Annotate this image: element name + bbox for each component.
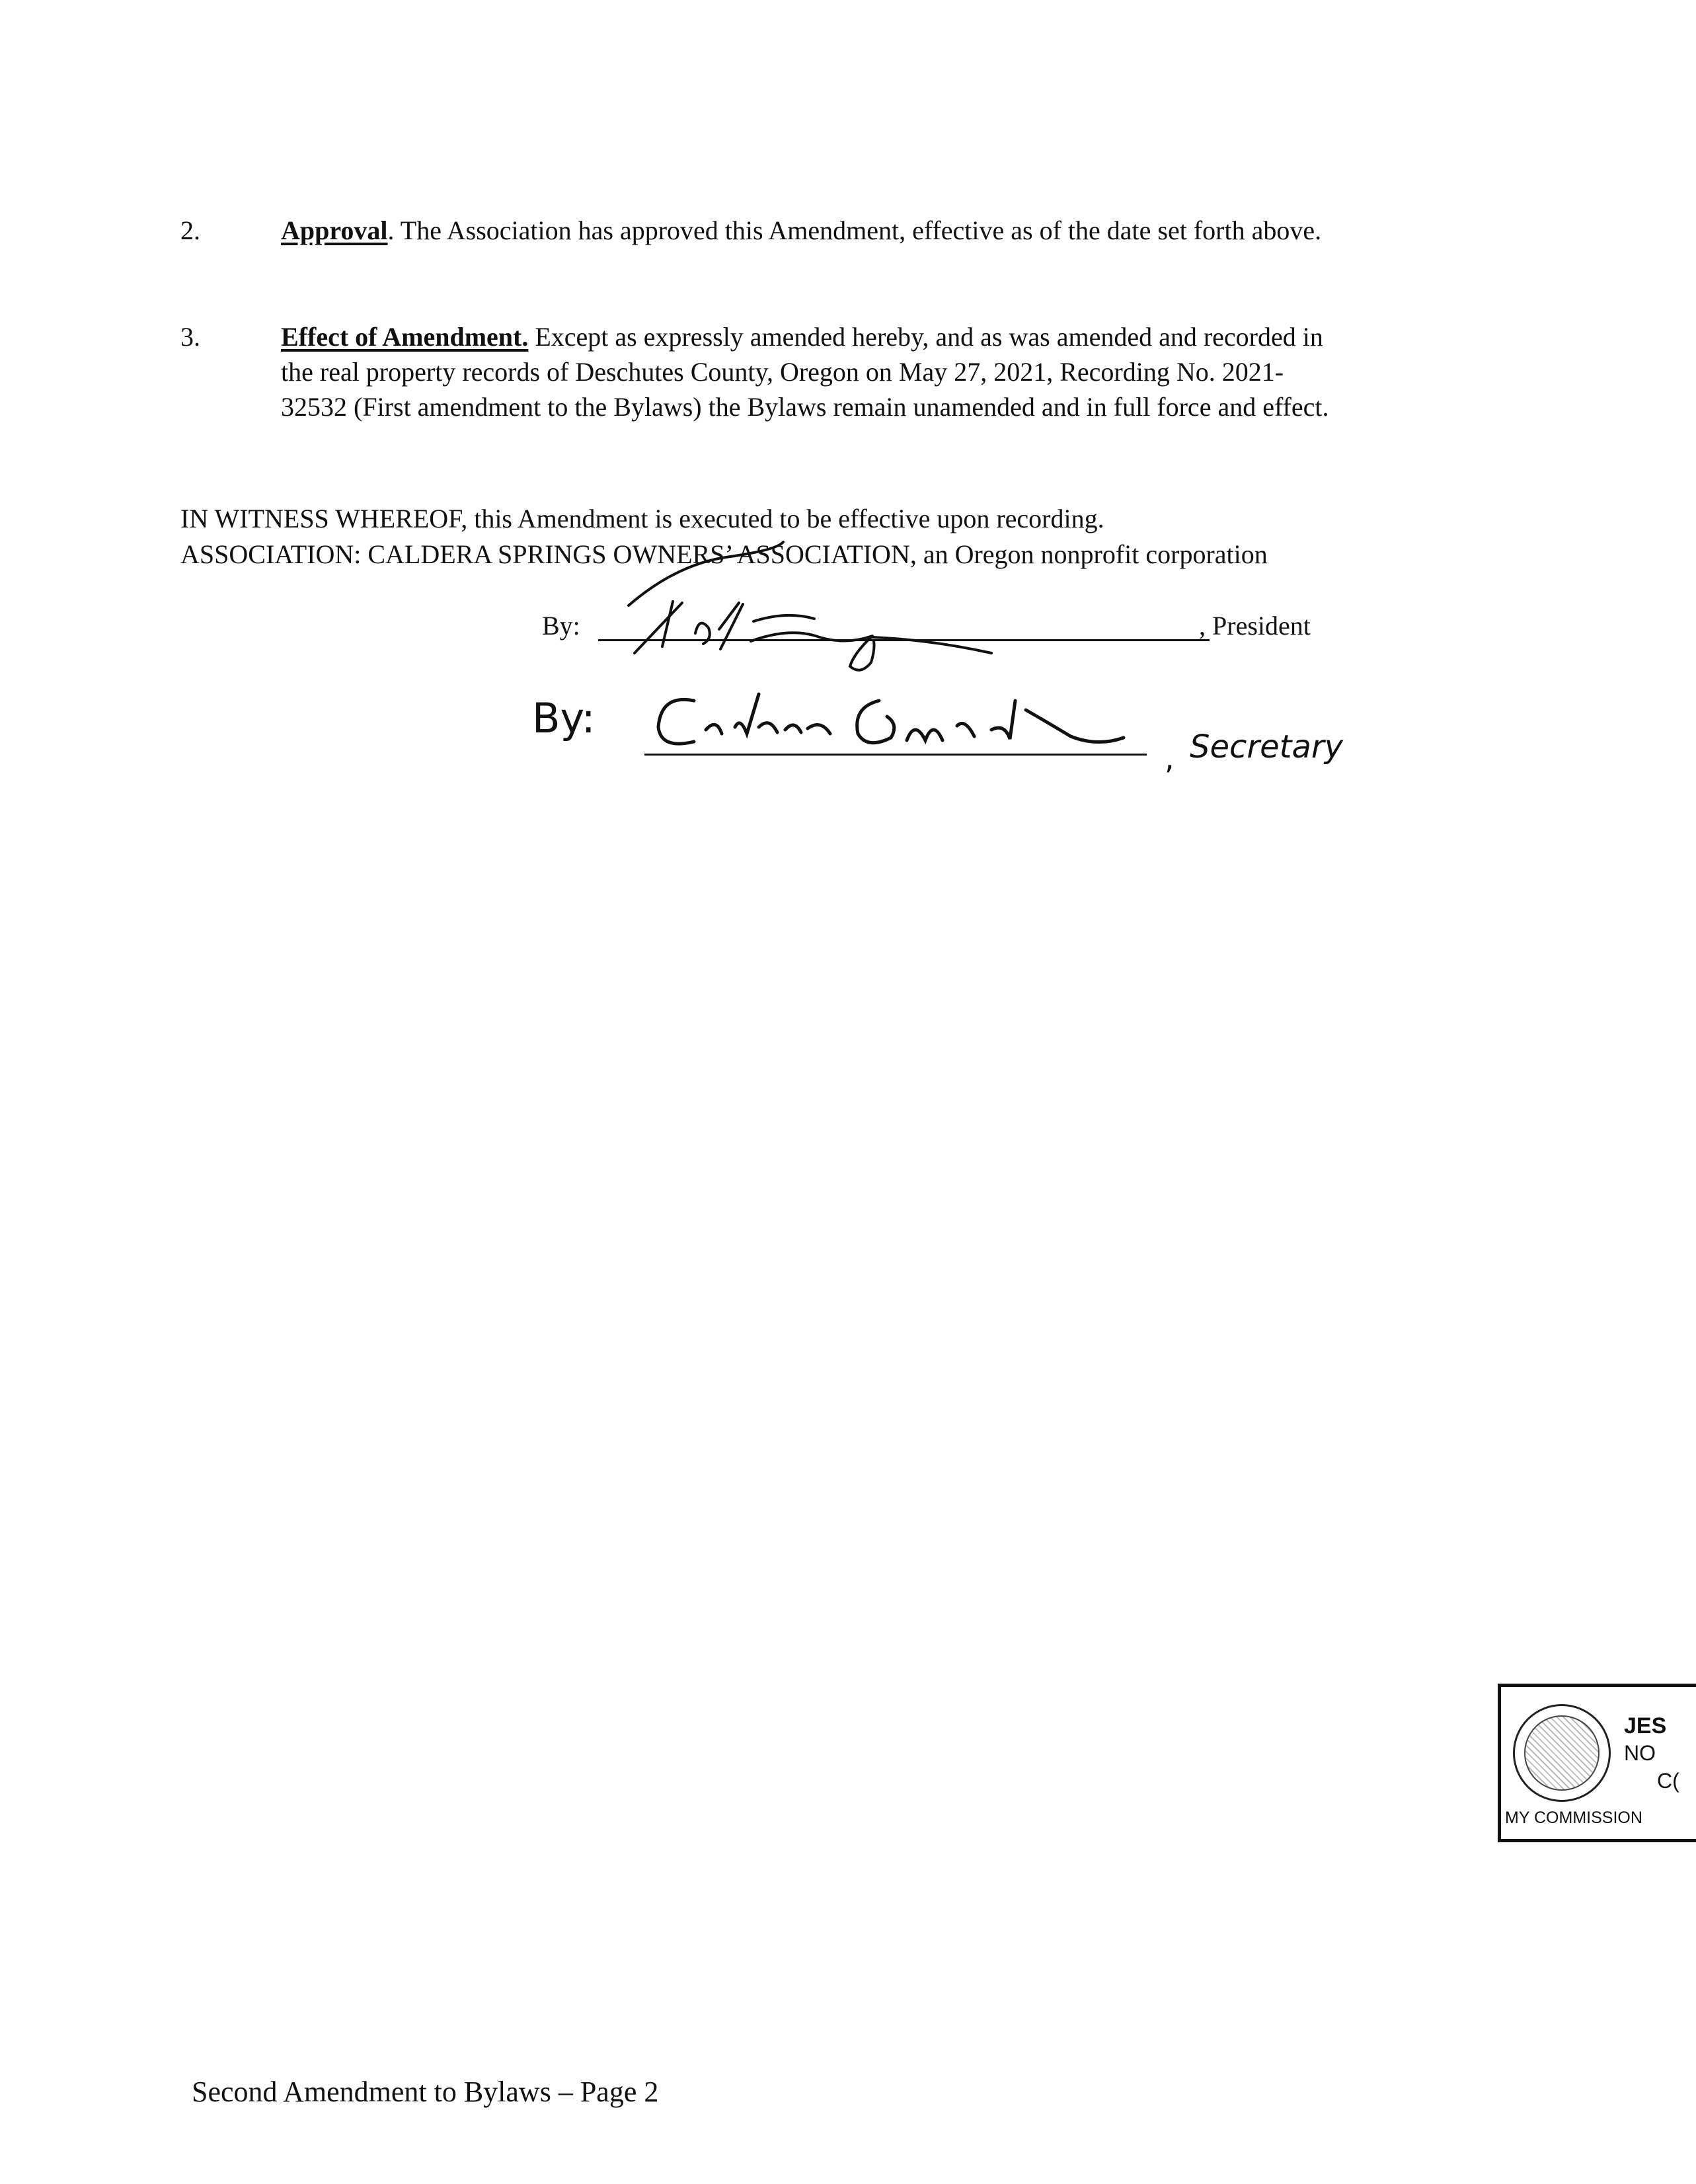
witness-line-2: ASSOCIATION: CALDERA SPRINGS OWNERS’ ASSOCIATION, an Oregon nonprofit corporation (180, 539, 1268, 569)
witness-line-1: IN WITNESS WHEREOF, this Amendment is executed to be effective upon recording. (180, 504, 1104, 533)
notary-stamp-line-2: NO (1624, 1741, 1656, 1765)
president-signature-flourish (625, 537, 796, 609)
page-footer: Second Amendment to Bylaws – Page 2 (192, 2076, 659, 2108)
notary-stamp-line-1: JES (1624, 1713, 1667, 1738)
notary-stamp-line-3: C( (1657, 1769, 1679, 1793)
item-2-text: . The Association has approved this Amendment, effective as of the date set forth above. (387, 215, 1322, 245)
item-3-paragraph (281, 319, 1345, 424)
president-title: , President (1199, 611, 1311, 641)
item-2-heading: Approval (281, 215, 388, 245)
item-3-text: Except as expressly amended hereby, and as was amended and recorded in the real property records of Deschutes County, Oregon on May 27, 2021, Recording No. 2021-32532 (First amendment to the Bylaws) the Bylaws remain unamended and in full force and effect. (281, 322, 1329, 422)
secretary-comma: , (1165, 740, 1175, 776)
state-seal-icon (1513, 1704, 1611, 1802)
item-2-paragraph (281, 213, 1352, 248)
secretary-by-label: By: (532, 694, 596, 742)
item-3-number: 3. (180, 322, 200, 352)
item-2-number: 2. (180, 215, 200, 245)
secretary-title: Secretary (1190, 728, 1344, 765)
notary-commission-text: MY COMMISSION (1505, 1809, 1642, 1827)
item-3-heading: Effect of Amendment. (281, 322, 529, 352)
secretary-signature-image (648, 681, 1137, 760)
president-by-label: By: (542, 611, 580, 641)
notary-stamp (1498, 1684, 1696, 1842)
